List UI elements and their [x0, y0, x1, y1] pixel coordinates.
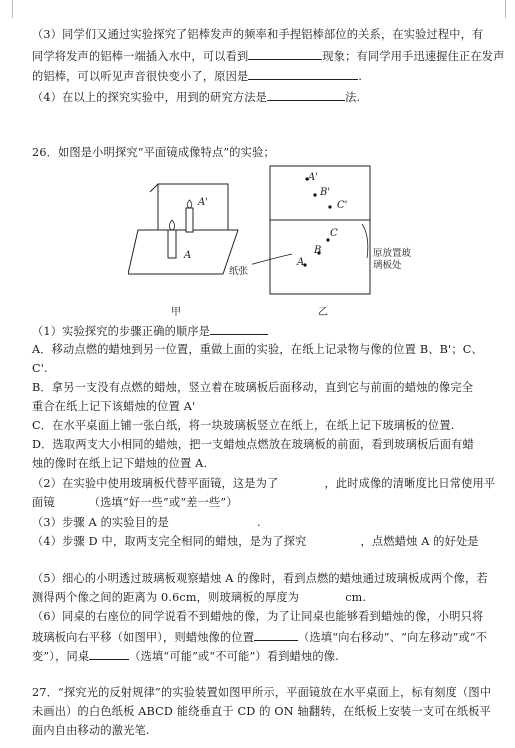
q26-sub6-line3	[32, 648, 501, 664]
q26-sub1-option-c: C．在水平桌面上铺一张白纸，将一块玻璃板竖立在纸上，在纸上记下玻璃板的位置.	[32, 419, 455, 432]
q27-line3: 面内自由移动的激光笔.	[32, 724, 150, 737]
q27-line2: 未画出）的白色纸板 ABCD 能绕垂直于 CD 的 ON 轴翻转，在纸板上安装一支可在纸板平	[32, 705, 492, 718]
q25-item3-line3-text-b: .	[358, 70, 363, 83]
q26-sub1-option-a-line2: C'.	[32, 362, 48, 375]
q26-sub4	[32, 535, 501, 549]
q26-sub6-text-c: 变”），同桌	[32, 650, 90, 663]
q26-sub2-line1	[32, 477, 501, 491]
label-a-prime-point: A'	[308, 172, 318, 183]
q25-item4	[32, 89, 501, 105]
q26-sub2-text-b: ，此时成像的清晰度比日常使用平	[324, 477, 496, 490]
q26-sub6-text-a: 玻璃板向右平移（如图甲），则蜡烛像的位置	[32, 631, 255, 644]
answer-blank	[248, 68, 358, 80]
paper-outline	[270, 166, 370, 294]
q25-item3-line2-text-a: 同学将发声的铝棒一端插入水中，可以看到	[32, 50, 249, 63]
q26-sub4-text-b: ，点燃蜡烛 A 的好处是	[360, 535, 479, 548]
q25-item3-line2-text-b: 现象；有同学用手迅速握住正在发声	[322, 50, 505, 63]
q26-sub5-text-b: cm.	[345, 591, 367, 604]
q25-item3-line3-text-a: 的铝棒，可以听见声音很快变小了，原因是	[32, 70, 249, 83]
label-glass-position: 原放置玻璃板处	[373, 248, 412, 271]
caption-yi: 乙	[318, 307, 328, 318]
q26-sub3-text-a: （3）步骤 A 的实验目的是	[32, 516, 169, 529]
q26-sub5-line1: （5）细心的小明透过玻璃板观察蜡烛 A 的像时，看到点燃的蜡烛通过玻璃板成两个像，若	[32, 572, 488, 585]
candle-a-prime	[186, 208, 193, 232]
label-c-prime-point: C'	[337, 200, 348, 211]
paper-sheet	[128, 230, 238, 274]
q26-sub1-option-a-line1: A．移动点燃的蜡烛到另一位置，重做上面的实验，在纸上记录物与像的位置 B、B'；C、	[32, 343, 483, 356]
label-a-point: A	[297, 257, 305, 268]
q26-sub2-text-a: （2）在实验中使用玻璃板代替平面镜，这是为了	[32, 477, 279, 490]
label-paper: 纸张	[229, 266, 249, 277]
crop-mark-left	[12, 0, 13, 18]
answer-blank	[210, 323, 268, 335]
q26-sub6-line1: （6）同桌的右座位的同学说看不到蜡烛的像，为了让同桌也能够看到蜡烛的像，小明只将	[32, 610, 484, 623]
q26-sub6-line2	[32, 629, 501, 645]
q25-item3-line2	[32, 48, 505, 64]
q26-sub1-option-d-line2: 烛的像时在纸上记下蜡烛的位置 A.	[32, 457, 208, 470]
crop-mark-right	[505, 0, 506, 18]
q26-sub3-text-b: .	[257, 516, 261, 529]
candle-a	[168, 230, 176, 258]
q26-sub3	[32, 516, 501, 530]
q26-sub2-text-d: （选填“好一些”或“差一些”）	[88, 496, 238, 509]
label-a-prime: A'	[198, 197, 208, 208]
answer-blank	[248, 48, 322, 60]
q25-item3-line1: （3）同学们又通过实验探究了铝棒发声的频率和手捏铝棒部位的关系，在实验过程中，有	[32, 28, 484, 41]
q26-sub2-text-c: 面镜	[32, 496, 55, 509]
flame-icon	[169, 220, 174, 230]
label-a: A	[184, 250, 192, 261]
q26-sub4-text-a: （4）步骤 D 中，取两支完全相同的蜡烛，是为了探究	[32, 535, 307, 548]
q26-sub1-prompt-text: （1）实验探究的步骤正确的顺序是	[32, 325, 211, 338]
q26-sub2-line2	[32, 496, 501, 510]
figure-jia	[128, 170, 244, 282]
q26-stem: 26．如图是小明探究“平面镜成像特点”的实验；	[32, 146, 275, 159]
q25-item3-line3	[32, 68, 501, 84]
caption-jia: 甲	[171, 307, 181, 318]
q26-sub6-text-d: （选填“可能”或“不可能”）看到蜡烛的像.	[129, 650, 339, 663]
q26-sub5-line2	[32, 591, 501, 605]
label-c-point: C	[330, 228, 338, 239]
answer-blank	[89, 648, 129, 660]
flame-icon	[187, 200, 192, 208]
q26-sub1-option-b-line2: 重合在纸上记下该蜡烛的位置 A'	[32, 400, 196, 413]
q26-sub1-prompt	[32, 323, 501, 339]
q26-sub1-option-b-line1: B．拿另一支没有点燃的蜡烛，竖立着在玻璃板后面移动，直到它与前面的蜡烛的像完全	[32, 381, 474, 394]
label-b-prime-point: B'	[320, 187, 331, 198]
answer-blank	[267, 89, 345, 101]
q27-line1: 27．“探究光的反射规律”的实验装置如图甲所示，平面镜放在水平桌面上，标有刻度（图中	[32, 686, 492, 699]
figure-yi	[252, 162, 442, 302]
label-b-point: B	[314, 245, 322, 256]
q25-item4-text-a: （4）在以上的探究实验中，用到的研究方法是	[32, 91, 268, 104]
q26-sub5-text-a: 测得两个像之间的距离为 0.6cm，则玻璃板的厚度为	[32, 591, 300, 604]
q26-sub1-option-d-line1: D．选取两支大小相同的蜡烛，把一支蜡烛点燃放在玻璃板的前面，看到玻璃板后面有蜡	[32, 438, 474, 451]
q25-item4-text-b: 法.	[345, 91, 361, 104]
q26-sub6-text-b: （选填“向右移动”、“向左移动”或“不	[298, 631, 488, 644]
answer-blank	[254, 629, 298, 641]
